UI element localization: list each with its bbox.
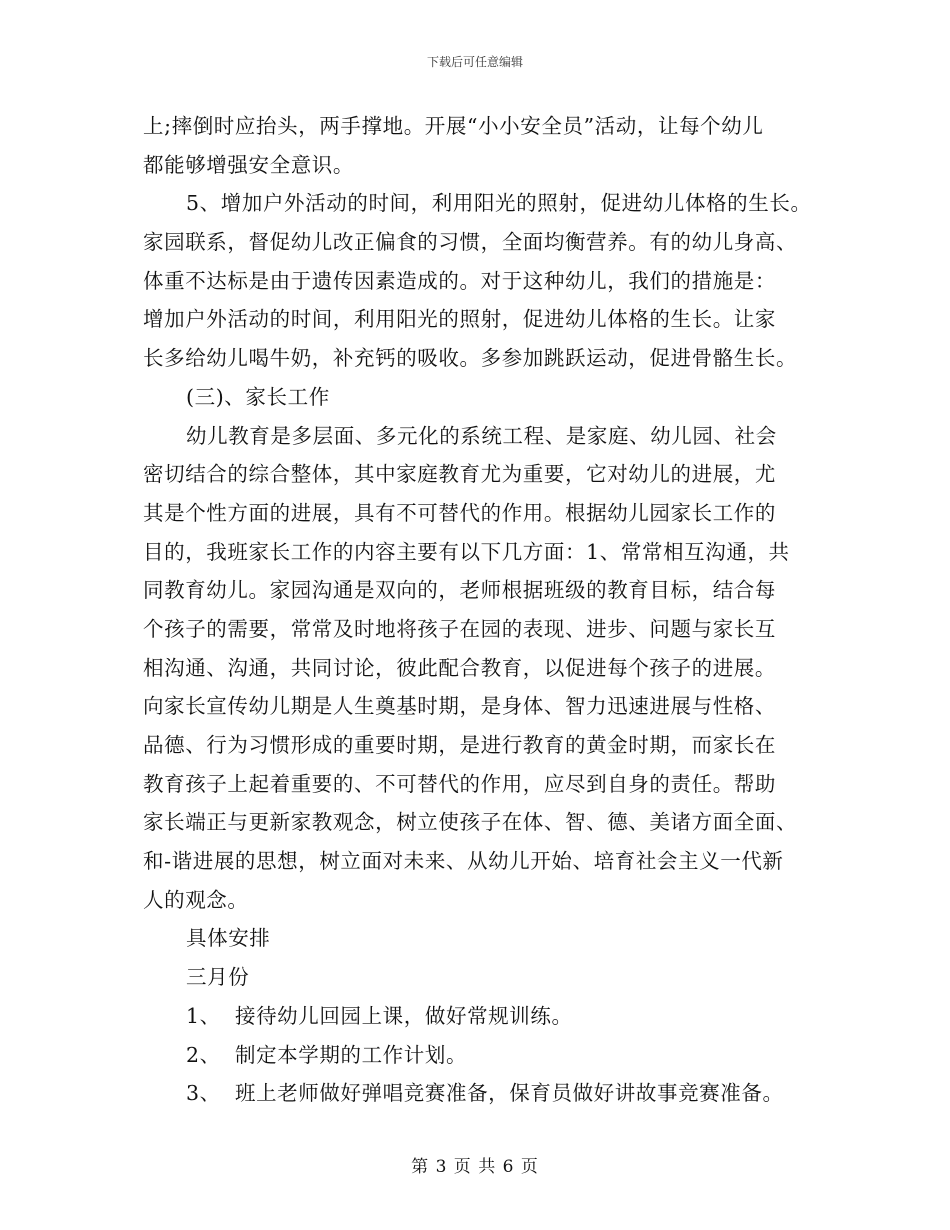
text-line: 同教育幼儿。家园沟通是双向的，老师根据班级的教育目标，结合每 [143, 578, 776, 603]
text-line: 个孩子的需要，常常及时地将孩子在园的表现、进步、问题与家长互 [143, 616, 776, 641]
list-item: 2、 制定本学期的工作计划。 [186, 1042, 468, 1067]
page-footer: 第 3 页 共 6 页 [411, 1157, 539, 1177]
text-line: 和-谐进展的思想，树立面对未来、从幼儿开始、培育社会主义一代新 [143, 849, 784, 874]
list-item: 3、 班上老师做好弹唱竞赛准备，保育员做好讲故事竞赛准备。 [186, 1081, 784, 1106]
text-line: 向家长宣传幼儿期是人生奠基时期，是身体、智力迅速进展与性格、 [143, 694, 776, 719]
text-line: 其是个性方面的进展，具有不可替代的作用。根据幼儿园家长工作的 [143, 500, 776, 525]
text-line: 幼儿教育是多层面、多元化的系统工程、是家庭、幼儿园、社会 [186, 423, 777, 448]
list-item: 1、 接待幼儿回园上课，做好常规训练。 [186, 1003, 573, 1028]
text-line: 相沟通、沟通，共同讨论，彼此配合教育，以促进每个孩子的进展。 [143, 655, 776, 680]
text-line: 教育孩子上起着重要的、不可替代的作用，应尽到自身的责任。帮助 [143, 771, 776, 796]
text-line: 增加户外活动的时间，利用阳光的照射，促进幼儿体格的生长。让家 [143, 307, 776, 332]
page-header: 下载后可任意编辑 [426, 55, 523, 69]
text-line: 都能够增强安全意识。 [143, 152, 354, 177]
text-line: 目的，我班家长工作的内容主要有以下几方面：1、常常相互沟通，共 [143, 539, 790, 564]
section-heading: 三月份 [186, 965, 250, 990]
text-line: 长多给幼儿喝牛奶，补充钙的吸收。多参加跳跃运动，促进骨骼生长。 [143, 346, 798, 371]
text-line: 上;摔倒时应抬头，两手撑地。开展“小小安全员”活动，让每个幼儿 [143, 114, 764, 138]
text-line: 人的观念。 [143, 887, 249, 912]
text-line: 家长端正与更新家教观念，树立使孩子在体、智、德、美诸方面全面、 [143, 810, 798, 835]
section-heading: (三)、家长工作 [186, 384, 330, 409]
text-line: 5、增加户外活动的时间，利用阳光的照射，促进幼儿体格的生长。 [186, 191, 812, 216]
text-line: 家园联系，督促幼儿改正偏食的习惯，全面均衡营养。有的幼儿身高、 [143, 230, 798, 255]
section-heading: 具体安排 [186, 926, 271, 951]
text-line: 密切结合的综合整体，其中家庭教育尤为重要，它对幼儿的进展，尤 [143, 462, 776, 487]
text-line: 体重不达标是由于遗传因素造成的。对于这种幼儿，我们的措施是： [143, 268, 776, 293]
text-line: 品德、行为习惯形成的重要时期，是进行教育的黄金时期，而家长在 [143, 733, 776, 757]
document-body [143, 107, 833, 1113]
